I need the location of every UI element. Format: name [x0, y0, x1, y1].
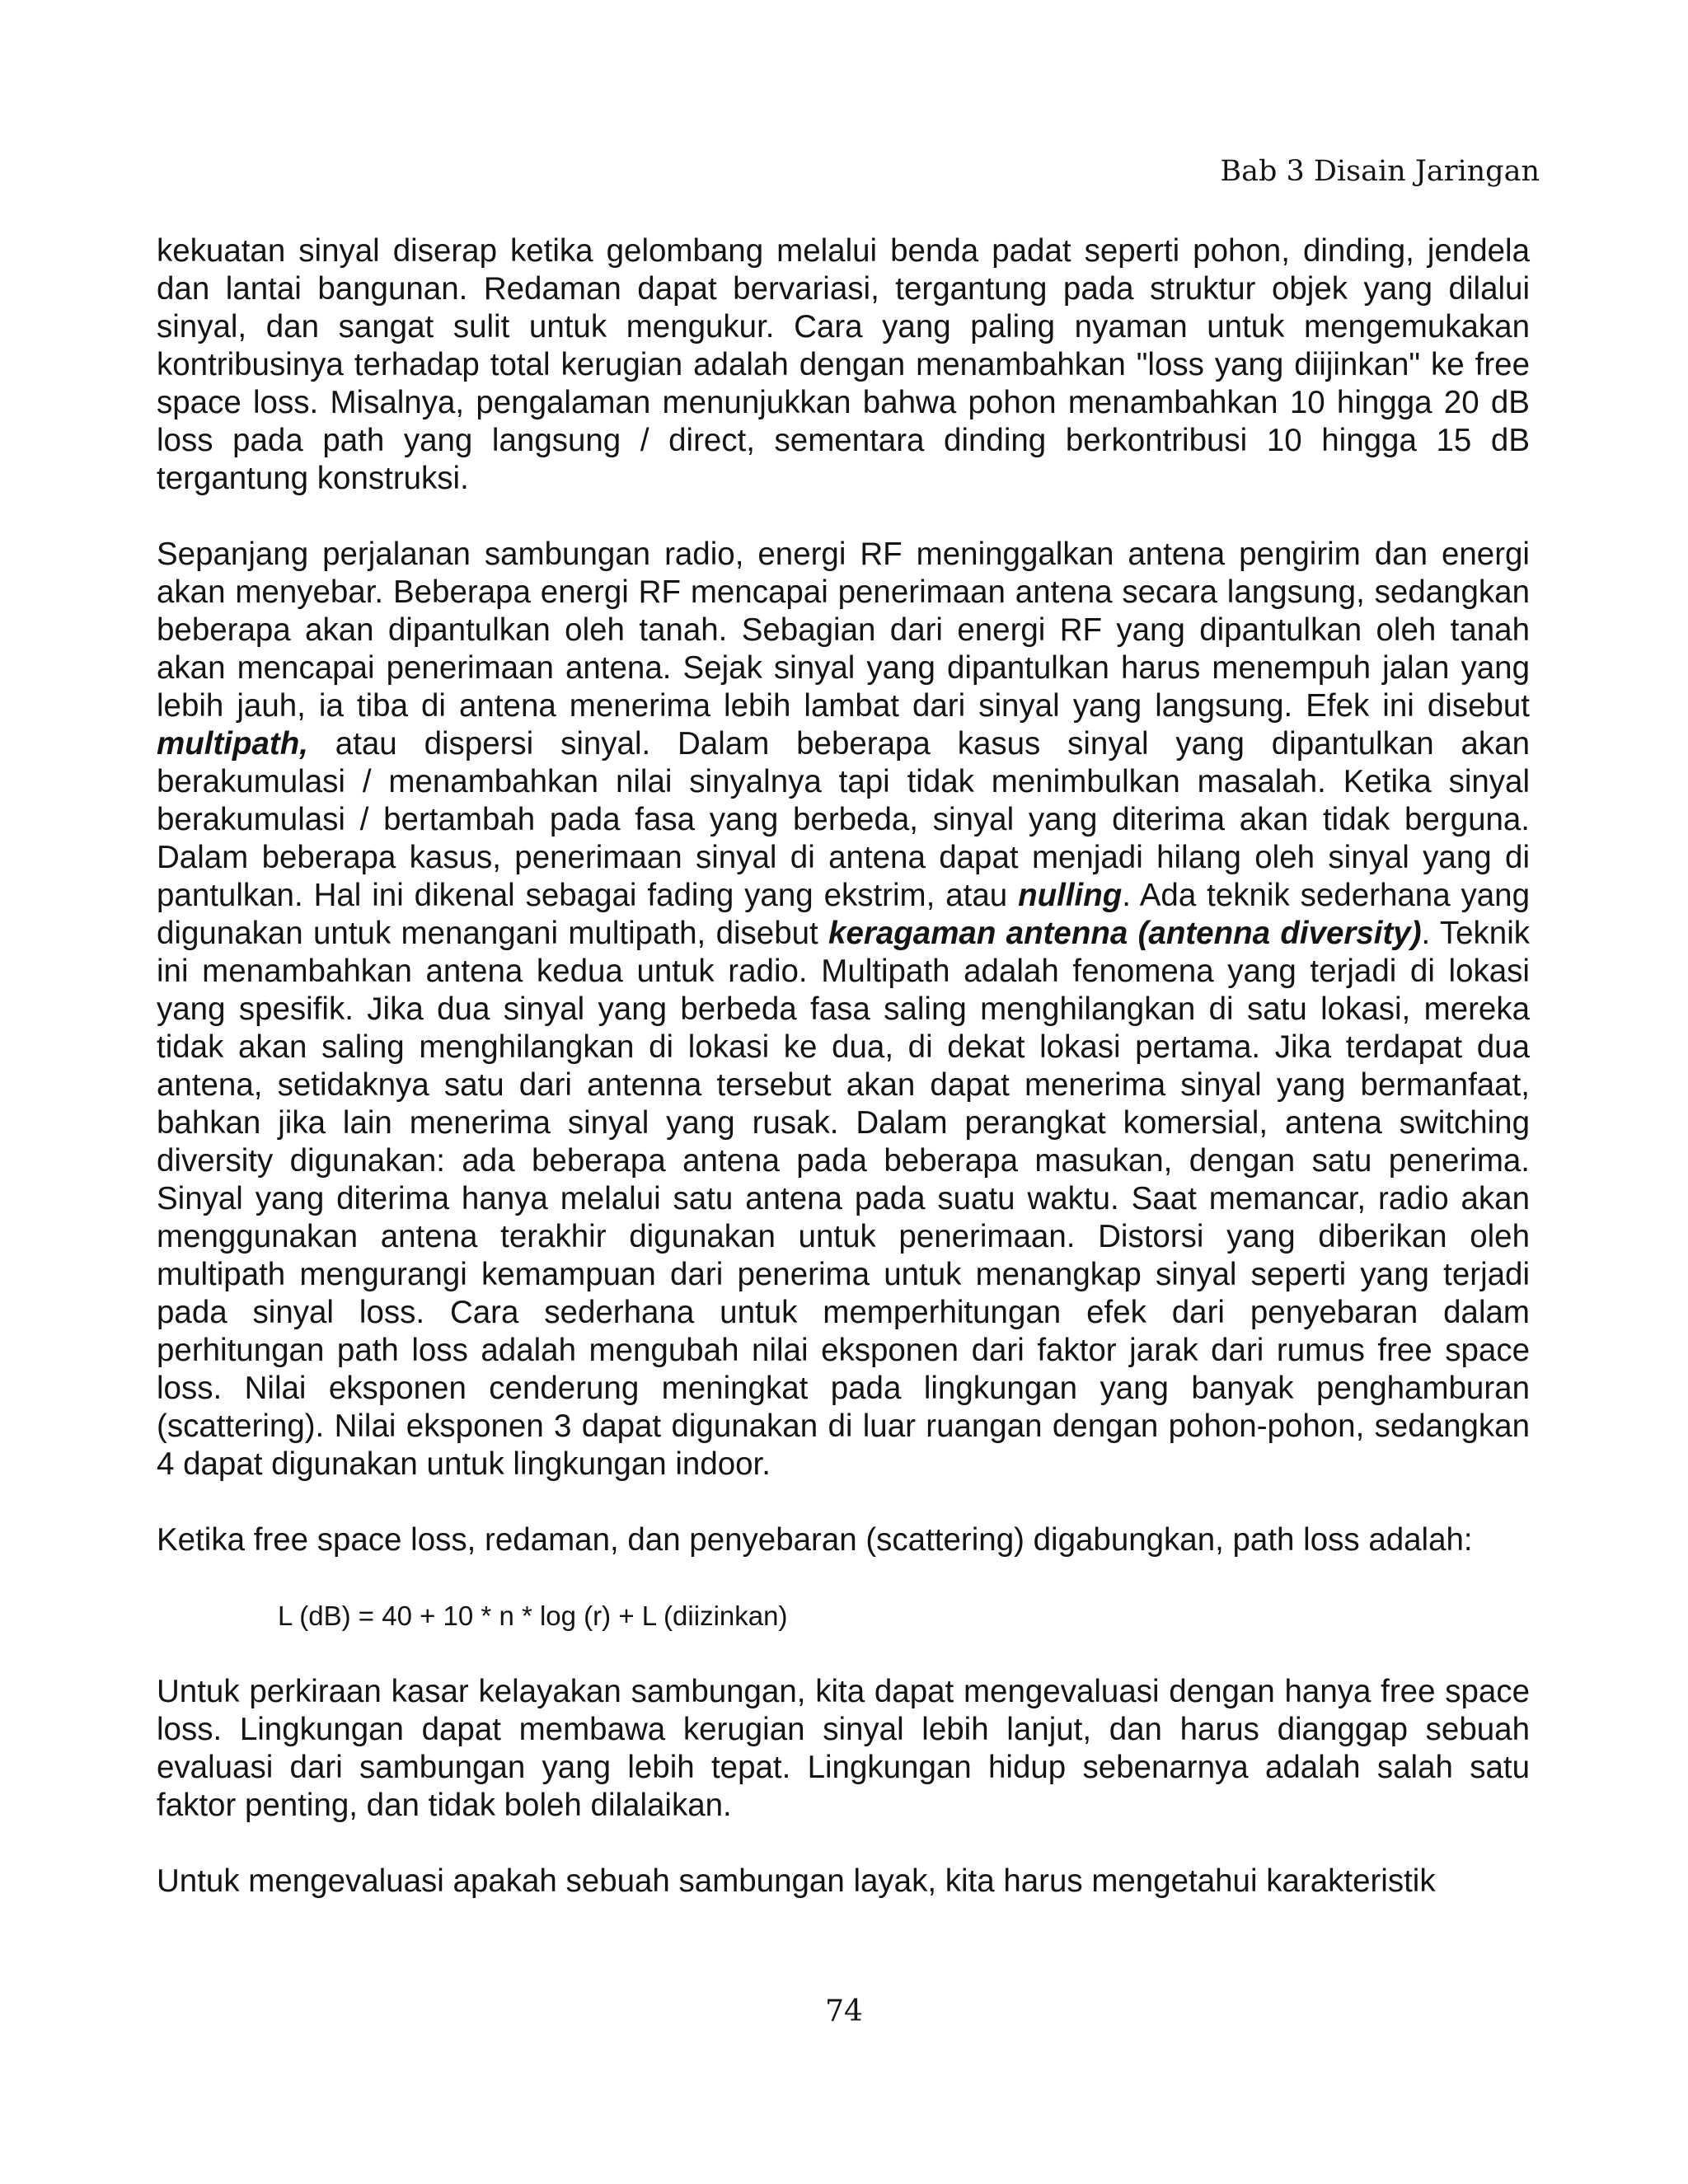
- paragraph-rough-estimate: Untuk perkiraan kasar kelayakan sambungan, kita dapat mengevaluasi dengan hanya free space loss. Lingkungan dapat membawa kerugian sinyal lebih lanjut, dan harus dianggap sebuah evaluasi dari sambungan yang lebih tepat. Lingkungan hidup sebenarnya adalah salah satu faktor penting, dan tidak boleh dilalaikan.: [157, 1674, 1530, 1823]
- paragraph-evaluate-link: Untuk mengevaluasi apakah sebuah sambungan layak, kita harus mengetahui karakteristik: [157, 1863, 1436, 1899]
- paragraph-attenuation: kekuatan sinyal diserap ketika gelombang melalui benda padat seperti pohon, dinding, jendela dan lantai bangunan. Redaman dapat bervariasi, tergantung pada struktur objek yang dilalui sinyal, dan sangat sulit untuk mengukur. Cara yang paling nyaman untuk mengemukakan kontribusinya terhadap total kerugian adalah dengan menambahkan "loss yang diijinkan" ke free space loss. Misalnya, pengalaman menunjukkan bahwa pohon menambahkan 10 hingga 20 dB loss pada path yang langsung / direct, sementara dinding berkontribusi 10 hingga 15 dB tergantung konstruksi.: [157, 233, 1530, 496]
- emphasis-multipath: multipath,: [157, 726, 308, 762]
- running-header: Bab 3 Disain Jaringan: [1220, 155, 1540, 188]
- page-number: 74: [825, 1994, 863, 2028]
- path-loss-formula: L (dB) = 40 + 10 * n * log (r) + L (diizinkan): [278, 1601, 788, 1631]
- paragraph-multipath: [157, 536, 1530, 1483]
- body-text: [157, 232, 1530, 1900]
- emphasis-antenna-diversity: keragaman antenna (antenna diversity): [828, 916, 1422, 951]
- text-run: atau dispersi sinyal. Dalam beberapa kasus sinyal yang dipantulkan akan berakumulasi / menambahkan nilai sinyalnya tapi tidak menimbulkan masalah. Ketika sinyal berakumulasi / bertambah pada fasa yang berbeda, sinyal yang diterima akan tidak berguna. Dalam beberapa kasus, penerimaan sinyal di antena dapat menjadi hilang oleh sinyal yang di pantulkan. Hal ini dikenal sebagai fading yang ekstrim, atau: [157, 726, 1530, 913]
- paragraph-path-loss-intro: Ketika free space loss, redaman, dan penyebaran (scattering) digabungkan, path loss adalah:: [157, 1522, 1473, 1558]
- emphasis-nulling: nulling: [1018, 878, 1123, 913]
- text-run: Sepanjang perjalanan sambungan radio, energi RF meninggalkan antena pengirim dan energi akan menyebar. Beberapa energi RF mencapai penerimaan antena secara langsung, sedangkan beberapa akan dipantulkan oleh tanah. Sebagian dari energi RF yang dipantulkan oleh tanah akan mencapai penerimaan antena. Sejak sinyal yang dipantulkan harus menempuh jalan yang lebih jauh, ia tiba di antena menerima lebih lambat dari sinyal yang langsung. Efek ini disebut: [157, 537, 1530, 724]
- text-run: . Teknik ini menambahkan antena kedua untuk radio. Multipath adalah fenomena yang terjadi di lokasi yang spesifik. Jika dua sinyal yang berbeda fasa saling menghilangkan di satu lokasi, mereka tidak akan saling menghilangkan di lokasi ke dua, di dekat lokasi pertama. Jika terdapat dua antena, setidaknya satu dari antenna tersebut akan dapat menerima sinyal yang bermanfaat, bahkan jika lain menerima sinyal yang rusak. Dalam perangkat komersial, antena switching diversity digunakan: ada beberapa antena pada beberapa masukan, dengan satu penerima. Sinyal yang diterima hanya melalui satu antena pada suatu waktu. Saat memancar, radio akan menggunakan antena terakhir digunakan untuk penerimaan. Distorsi yang diberikan oleh multipath mengurangi kemampuan dari penerima untuk menangkap sinyal seperti yang terjadi pada sinyal loss. Cara sederhana untuk memperhitungan efek dari penyebaran dalam perhitungan path loss adalah mengubah nilai eksponen dari faktor jarak dari rumus free space loss. Nilai eksponen cenderung meningkat pada lingkungan yang banyak penghamburan (scattering). Nilai eksponen 3 dapat digunakan di luar ruangan dengan pohon-pohon, sedangkan 4 dapat digunakan untuk lingkungan indoor.: [157, 916, 1530, 1482]
- text-run: . Ada teknik sederhana yang digunakan untuk menangani multipath, disebut: [157, 878, 1530, 951]
